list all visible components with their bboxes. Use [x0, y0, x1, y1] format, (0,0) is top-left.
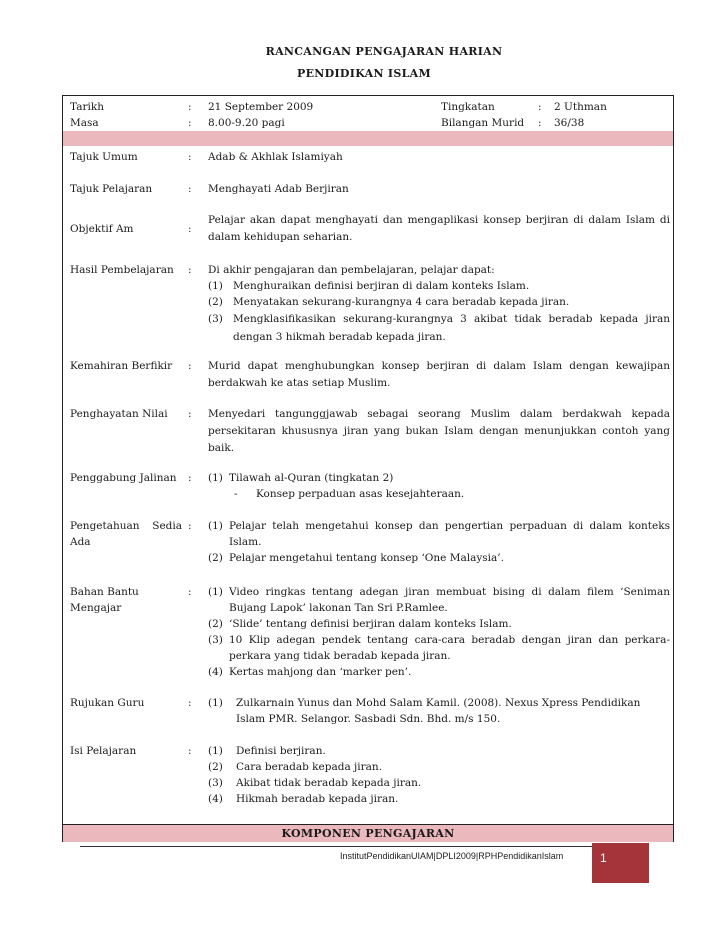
pengetahuan-label: Pengetahuan Sedia Ada: [70, 520, 182, 548]
footer-text: InstitutPendidikanUIAM|DPLI2009|RPHPendidikanIslam: [340, 851, 564, 861]
colon: :: [188, 151, 192, 163]
komponen-header: KOMPONEN PENGAJARAN: [63, 824, 673, 842]
colon: :: [188, 360, 192, 372]
separator-band: [63, 131, 673, 146]
document-title: RANCANGAN PENGAJARAN HARIAN: [265, 45, 503, 58]
isi-content: [208, 743, 670, 807]
footer-rule: [80, 846, 592, 847]
hasil-label: Hasil Pembelajaran: [70, 264, 174, 276]
list-item: (1) Definisi berjiran.: [208, 745, 326, 757]
colon: :: [188, 408, 192, 420]
colon: :: [188, 745, 192, 757]
list-item: (2) Menyatakan sekurang-kurangnya 4 cara beradab kepada jiran.: [208, 296, 570, 308]
hasil-content: [208, 262, 670, 346]
colon: :: [538, 117, 542, 129]
tingkatan-value: 2 Uthman: [554, 101, 607, 113]
tarikh-value: 21 September 2009: [208, 101, 314, 113]
list-item: (4) Hikmah beradab kepada jiran.: [208, 793, 399, 805]
bilangan-label: Bilangan Murid: [441, 117, 525, 129]
colon: :: [188, 117, 192, 129]
colon: :: [188, 586, 192, 598]
list-item: (1) Video ringkas tentang adegan jiran membuat bising di dalam filem ‘Seniman Bujang Lapok’ lakonan Tan Sri P.Ramlee.: [208, 586, 670, 614]
tajuk-umum-value: Adab & Akhlak Islamiyah: [208, 151, 343, 163]
colon: :: [188, 223, 192, 235]
colon: :: [188, 264, 192, 276]
tajuk-pelajaran-value: Menghayati Adab Berjiran: [208, 183, 349, 195]
masa-value: 8.00-9.20 pagi: [208, 117, 285, 129]
colon: :: [188, 520, 192, 532]
list-item: (3) Mengklasifikasikan sekurang-kurangnya 3 akibat tidak beradab kepada jiran dengan 3 hikmah beradab kepada jiran.: [208, 313, 670, 343]
masa-label: Masa: [70, 117, 99, 129]
jalinan-content: [208, 470, 670, 502]
tajuk-pelajaran-label: Tajuk Pelajaran: [70, 183, 153, 195]
pengetahuan-content: [208, 518, 670, 566]
list-item: (1) Menghuraikan definisi berjiran di dalam konteks Islam.: [208, 280, 530, 292]
plan-frame: [62, 95, 674, 842]
tajuk-umum-label: Tajuk Umum: [70, 151, 138, 163]
objektif-am-value: Pelajar akan dapat menghayati dan mengaplikasi konsep berjiran di dalam Islam di dalam kehidupan seharian.: [208, 214, 670, 243]
bilangan-value: 36/38: [554, 117, 585, 129]
objektif-am-label: Objektif Am: [70, 223, 134, 235]
isi-label: Isi Pelajaran: [70, 745, 137, 757]
tarikh-label: Tarikh: [70, 101, 104, 113]
bahan-content: [208, 584, 670, 680]
colon: :: [188, 697, 192, 709]
kemahiran-label: Kemahiran Berfikir: [70, 360, 173, 372]
list-item: (1) Tilawah al-Quran (tingkatan 2): [208, 472, 394, 484]
nilai-label: Penghayatan Nilai: [70, 408, 168, 420]
list-item: (2) Cara beradab kepada jiran.: [208, 761, 383, 773]
colon: :: [188, 472, 192, 484]
jalinan-label: Penggabung Jalinan: [70, 472, 177, 484]
list-item: (2) Pelajar mengetahui tentang konsep ‘One Malaysia’.: [208, 552, 504, 564]
sub-item: - Konsep perpaduan asas kesejahteraan.: [234, 488, 465, 500]
list-item: (4) Kertas mahjong dan ‘marker pen’.: [208, 666, 412, 678]
colon: :: [188, 101, 192, 113]
list-item: (1) Pelajar telah mengetahui konsep dan pengertian perpaduan di dalam konteks Islam.: [208, 520, 670, 548]
list-item: (2) ‘Slide’ tentang definisi berjiran dalam konteks Islam.: [208, 618, 512, 630]
kemahiran-value: Murid dapat menghubungkan konsep berjiran di dalam Islam dengan kewajipan berdakwah ke atas setiap Muslim.: [208, 360, 670, 389]
hasil-intro: Di akhir pengajaran dan pembelajaran, pelajar dapat:: [208, 264, 495, 276]
nilai-value: Menyedari tangunggjawab sebagai seorang Muslim dalam berdakwah kepada persekitaran khususnya jiran yang bukan Islam dengan menunjukkan contoh yang baik.: [208, 408, 670, 454]
page-number: 1: [592, 843, 649, 883]
list-item: (3) 10 Klip adegan pendek tentang cara-cara beradab dengan jiran dan perkara-perkara yang tidak beradab kepada jiran.: [208, 634, 670, 662]
document-subtitle: PENDIDIKAN ISLAM: [297, 67, 431, 80]
list-item: (1) Zulkarnain Yunus dan Mohd Salam Kamil. (2008). Nexus Xpress Pendidikan Islam PMR. Selangor. Sasbadi Sdn. Bhd. m/s 150.: [208, 697, 641, 725]
rujukan-content: [208, 695, 670, 727]
tingkatan-label: Tingkatan: [441, 101, 495, 113]
colon: :: [188, 183, 192, 195]
colon: :: [538, 101, 542, 113]
rujukan-label: Rujukan Guru: [70, 697, 145, 709]
bahan-label: Bahan Bantu Mengajar: [70, 586, 139, 614]
list-item: (3) Akibat tidak beradab kepada jiran.: [208, 777, 422, 789]
